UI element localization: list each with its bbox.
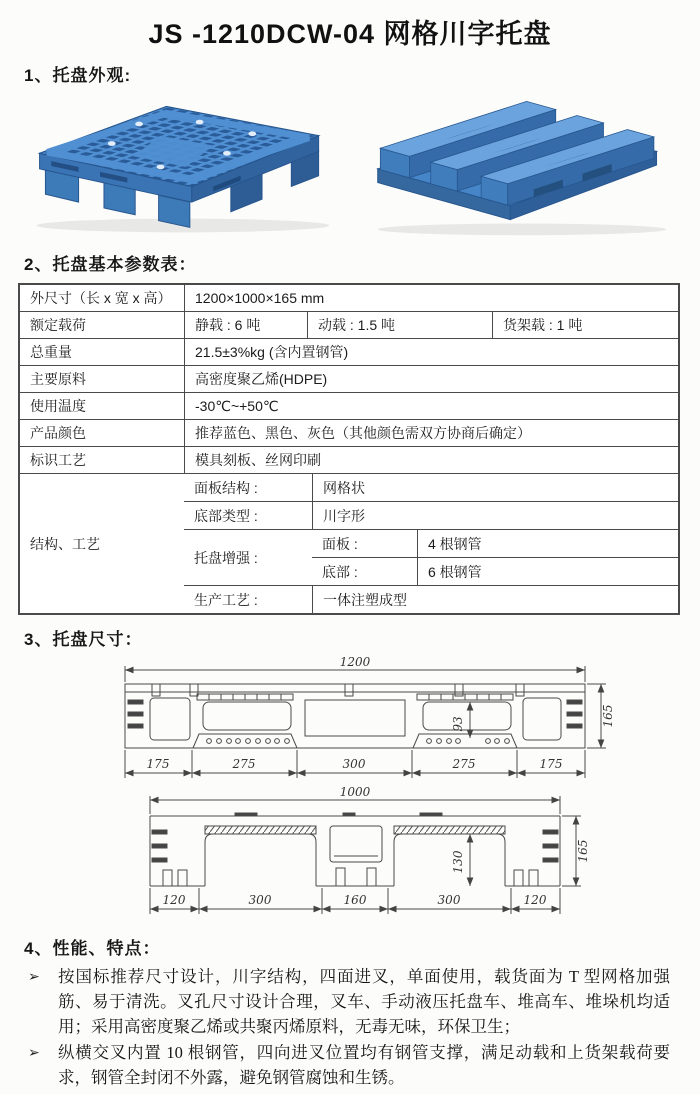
sub-value: 川字形 (312, 502, 678, 529)
table-row-weight (20, 338, 678, 365)
dim-seg: 175 (146, 757, 170, 771)
table-row-temperature (20, 392, 678, 419)
sub-value: 4 根钢管 (417, 530, 678, 557)
page-title: JS -1210DCW-04 网格川字托盘 (148, 19, 552, 49)
row-label: 标识工艺 (30, 452, 86, 468)
sub-label: 底部 : (322, 563, 358, 580)
row-value: 1200×1000×165 mm (184, 285, 678, 311)
row-label: 外尺寸（长 x 宽 x 高） (30, 290, 172, 306)
sub-value: 网格状 (312, 474, 678, 501)
features-list (0, 963, 700, 1091)
feature-text: 纵横交叉内置 10 根钢管，四向进叉位置均有钢管支撑，满足动载和上货架载荷要求，钢管全封闭不外露，避免钢管腐蚀和生锈。 (58, 1043, 670, 1087)
table-row-outer-size (20, 285, 678, 311)
table-row-rated-load (20, 311, 678, 338)
row-value: 高密度聚乙烯(HDPE) (184, 366, 678, 392)
dim-seg: 300 (342, 757, 366, 771)
dim-seg: 175 (539, 757, 563, 771)
row-label: 产品颜色 (30, 425, 86, 441)
reinforce-bottom-row (312, 557, 678, 585)
row-value: 21.5±3%kg (含内置钢管) (184, 339, 678, 365)
dim-height: 165 (601, 704, 615, 728)
sub-label: 面板结构 : (194, 479, 258, 496)
feature-text: 按国标推荐尺寸设计，川字结构，四面进叉，单面使用，载货面为 T 型网格加强筋、易于清洗。叉孔尺寸设计合理，叉车、手动液压托盘车、堆高车、堆垛机均适用；采用高密度聚乙烯或共聚丙烯原料，无毒无味，环保卫生； (58, 967, 670, 1036)
pallet-bottom-view-image (366, 92, 678, 238)
dim-seg: 300 (248, 893, 272, 907)
sub-value: 6 根钢管 (417, 558, 678, 585)
reinforce-panel-row (312, 530, 678, 557)
dimension-drawing-1000 (0, 784, 700, 924)
dim-seg: 120 (162, 893, 186, 907)
dim-inner: 130 (451, 850, 465, 874)
table-row-color (20, 419, 678, 446)
dynamic-load-cell: 动载 : 1.5 吨 (307, 312, 492, 338)
section-1-heading: 1、托盘外观: (24, 66, 132, 85)
pallet-top-view-image (22, 92, 344, 238)
row-value: -30℃~+50℃ (184, 393, 678, 419)
panel-structure-row (184, 474, 678, 501)
row-value: 模具刻板、丝网印刷 (184, 447, 678, 473)
reinforce-row (184, 529, 678, 585)
dim-seg: 120 (523, 893, 547, 907)
row-value: 推荐蓝色、黑色、灰色（其他颜色需双方协商后确定） (184, 420, 678, 446)
dim-seg: 275 (452, 757, 476, 771)
sub-label: 生产工艺 : (194, 591, 258, 608)
section-3-heading: 3、托盘尺寸： (24, 630, 143, 649)
pallet-photos-row (0, 90, 700, 240)
dim-seg: 160 (343, 893, 367, 907)
sub-label: 底部类型 : (194, 507, 258, 524)
sub-label: 托盘增强 : (194, 549, 258, 566)
row-label: 额定载荷 (30, 317, 86, 333)
table-row-structure (20, 473, 678, 613)
dim-total-length: 1200 (339, 655, 371, 669)
table-row-material (20, 365, 678, 392)
feature-item (28, 1041, 670, 1091)
spec-table (18, 283, 680, 615)
table-row-marking (20, 446, 678, 473)
dimension-drawing-1200 (0, 654, 700, 784)
sub-value: 一体注塑成型 (312, 586, 678, 613)
row-label: 使用温度 (30, 398, 86, 414)
dim-height: 165 (576, 839, 590, 863)
dim-seg: 275 (232, 757, 256, 771)
dim-total-width: 1000 (339, 785, 371, 799)
static-load-cell: 静载 : 6 吨 (184, 312, 307, 338)
feature-item (28, 965, 670, 1039)
sub-label: 面板 : (322, 535, 358, 552)
section-4-heading: 4、性能、特点： (24, 939, 161, 958)
dim-seg: 300 (437, 893, 461, 907)
row-label: 结构、工艺 (30, 535, 100, 552)
process-row (184, 585, 678, 613)
section-2-heading: 2、托盘基本参数表： (24, 255, 197, 274)
row-label: 主要原料 (30, 371, 86, 387)
arrow-bullet-icon: ➢ (28, 1045, 40, 1062)
rack-load-cell: 货架载 : 1 吨 (492, 312, 678, 338)
bottom-type-row (184, 501, 678, 529)
dim-inner: 93 (451, 716, 465, 732)
row-label: 总重量 (30, 344, 72, 360)
arrow-bullet-icon: ➢ (28, 969, 40, 985)
